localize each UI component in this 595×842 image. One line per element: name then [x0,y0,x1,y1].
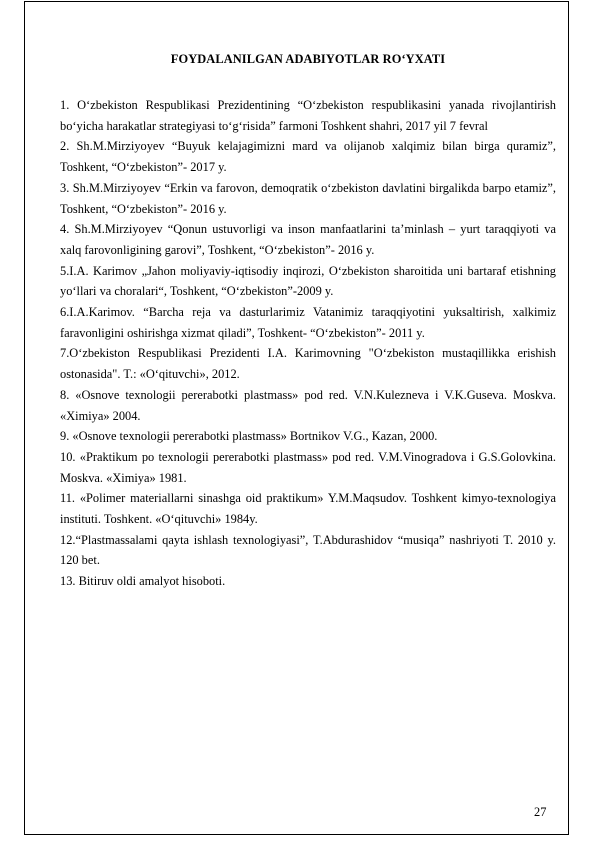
reference-item-12: 12.“Plastmassalami qayta ishlash texnologiyasi”, T.Abdurashidov “musiqa” nashriyoti T. 2010 y. 120 bet. [60,532,556,568]
page-number: 27 [534,805,547,819]
reference-item-1: 1. O‘zbekiston Respublikasi Prezidentining “O‘zbekiston respublikasini yanada rivojlantirish bo‘yicha harakatlar strategiyasi to‘g‘risida” farmoni Toshkent shahri, 2017 yil 7 fevral [60,98,556,133]
reference-item-8: 8. «Osnove texnologii pererabotki plastmass» pod red. V.N.Kulezneva i V.K.Guseva. Moskva. «Ximiya» 2004. [60,387,556,423]
reference-item-6: 6.I.A.Karimov. “Barcha reja va dasturlarimiz Vatanimiz taraqqiyotini yuksaltirish, xalkimiz faravonligini oshirishga xizmat qiladi”, Toshkent- “O‘zbekiston”- 2011 y. [60,305,556,340]
page-title: FOYDALANILGAN ADABIYOTLAR RO‘YXATI [170,52,446,66]
reference-list [60,95,556,592]
reference-item-7: 7.O‘zbekiston Respublikasi Prezidenti I.A. Karimovning "O‘zbekiston mustaqillikka erishish ostonasida". T.: «O‘qituvchi», 2012. [60,346,556,382]
reference-item-4: 4. Sh.M.Mirziyoyev “Qonun ustuvorligi va inson manfaatlarini ta’minlash – yurt taraqqiyoti va xalq farovonligining garovi”, Toshkent, “O‘zbekiston”- 2016 y. [60,222,556,257]
reference-item-13: 13. Bitiruv oldi amalyot hisoboti. [60,574,226,589]
reference-item-9: 9. «Osnove texnologii pererabotki plastmass» Bortnikov V.G., Kazan, 2000. [60,429,438,444]
reference-item-11: 11. «Polimer materiallarni sinashga oid praktikum» Y.M.Maqsudov. Toshkent kimyo-texnologiya instituti. Toshkent. «O‘qituvchi» 1984y. [60,491,556,527]
reference-item-10: 10. «Praktikum po texnologii pererabotki plastmass» pod red. V.M.Vinogradova i G.S.Golovkina. Moskva. «Ximiya» 1981. [60,449,556,485]
reference-item-5: 5.I.A. Karimov „Jahon moliyaviy-iqtisodiy inqirozi, O‘zbekiston sharoitida uni bartaraf etishning yo‘llari va choralari“, Toshkent, “O‘zbekiston”-2009 y. [60,263,556,299]
reference-item-3: 3. Sh.M.Mirziyoyev “Erkin va farovon, demoqratik o‘zbekiston davlatini birgalikda barpo etamiz”, Toshkent, “O‘zbekiston”- 2016 y. [60,180,556,216]
document-body [60,52,556,592]
reference-item-2: 2. Sh.M.Mirziyoyev “Buyuk kelajagimizni mard va olijanob xalqimiz bilan birga quramiz”, Toshkent, “O‘zbekiston”- 2017 y. [60,139,556,175]
